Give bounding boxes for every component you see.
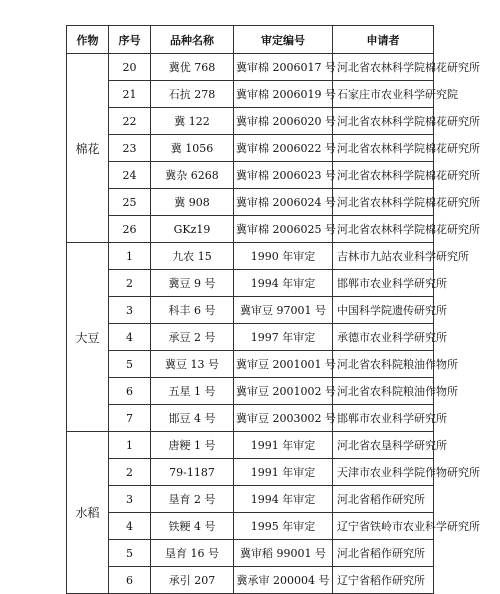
seq-cell: 1	[109, 432, 151, 459]
applicant-cell: 石家庄市农业科学研究院	[333, 81, 434, 108]
applicant-cell: 河北省稻作研究所	[333, 486, 434, 513]
variety-name-cell: 铁粳 4 号	[151, 513, 234, 540]
seq-cell: 4	[109, 324, 151, 351]
table-row	[67, 459, 434, 486]
seq-cell: 7	[109, 405, 151, 432]
variety-registration-page	[66, 25, 480, 594]
seq-cell: 24	[109, 162, 151, 189]
seq-cell: 2	[109, 459, 151, 486]
variety-name-cell: 垦育 2 号	[151, 486, 234, 513]
variety-name-cell: 冀豆 9 号	[151, 270, 234, 297]
approval-number-cell: 冀审棉 2006017 号	[234, 54, 333, 81]
table-row	[67, 54, 434, 81]
variety-name-cell: 冀 908	[151, 189, 234, 216]
table-row	[67, 81, 434, 108]
approval-number-cell: 1994 年审定	[234, 486, 333, 513]
approval-number-cell: 1995 年审定	[234, 513, 333, 540]
approval-number-cell: 1990 年审定	[234, 243, 333, 270]
crop-cell: 棉花	[67, 54, 109, 243]
approval-number-cell: 冀审棉 2006025 号	[234, 216, 333, 243]
table-body	[67, 54, 480, 594]
applicant-cell: 河北省农林科学院棉花研究所	[333, 162, 434, 189]
approval-number-cell: 1997 年审定	[234, 324, 333, 351]
applicant-cell: 河北省农科院粮油作物所	[333, 351, 434, 378]
seq-cell: 3	[109, 486, 151, 513]
variety-name-cell: 唐粳 1 号	[151, 432, 234, 459]
seq-cell: 25	[109, 189, 151, 216]
table-row	[67, 378, 434, 405]
seq-cell: 23	[109, 135, 151, 162]
variety-name-cell: 冀杂 6268	[151, 162, 234, 189]
table-row	[67, 351, 434, 378]
applicant-cell: 河北省农林科学院棉花研究所	[333, 108, 434, 135]
seq-cell: 6	[109, 378, 151, 405]
variety-name-cell: 冀优 768	[151, 54, 234, 81]
applicant-cell: 河北省农林科学院棉花研究所	[333, 54, 434, 81]
table-row	[67, 216, 434, 243]
table-header-row	[67, 26, 434, 54]
seq-cell: 22	[109, 108, 151, 135]
seq-cell: 2	[109, 270, 151, 297]
applicant-cell: 河北省农林科学院棉花研究所	[333, 135, 434, 162]
applicant-cell: 邯郸市农业科学研究所	[333, 405, 434, 432]
crop-cell: 大豆	[67, 243, 109, 432]
variety-name-cell: 邯豆 4 号	[151, 405, 234, 432]
header-variety-name: 品种名称	[151, 26, 234, 54]
table-row	[67, 162, 434, 189]
table-row	[67, 513, 434, 540]
applicant-cell: 河北省农林科学院棉花研究所	[333, 189, 434, 216]
variety-name-cell: 九农 15	[151, 243, 234, 270]
table-row	[67, 270, 434, 297]
approval-number-cell: 1991 年审定	[234, 432, 333, 459]
header-crop: 作物	[67, 26, 109, 54]
table-row	[67, 405, 434, 432]
approval-number-cell: 冀审稻 99001 号	[234, 540, 333, 567]
seq-cell: 5	[109, 351, 151, 378]
applicant-cell: 邯郸市农业科学研究所	[333, 270, 434, 297]
applicant-cell: 河北省农林科学院棉花研究所	[333, 216, 434, 243]
applicant-cell: 承德市农业科学研究所	[333, 324, 434, 351]
variety-name-cell: 冀 122	[151, 108, 234, 135]
approval-number-cell: 冀审豆 2001002 号	[234, 378, 333, 405]
approval-number-cell: 冀审棉 2006022 号	[234, 135, 333, 162]
variety-name-cell: 垦育 16 号	[151, 540, 234, 567]
crop-cell: 水稻	[67, 432, 109, 594]
approval-number-cell: 1994 年审定	[234, 270, 333, 297]
applicant-cell: 吉林市九站农业科学研究所	[333, 243, 434, 270]
seq-cell: 1	[109, 243, 151, 270]
variety-name-cell: 石抗 278	[151, 81, 234, 108]
approval-number-cell: 1991 年审定	[234, 459, 333, 486]
seq-cell: 4	[109, 513, 151, 540]
variety-name-cell: 承豆 2 号	[151, 324, 234, 351]
variety-name-cell: 五星 1 号	[151, 378, 234, 405]
approval-number-cell: 冀审豆 2003002 号	[234, 405, 333, 432]
table-row	[67, 108, 434, 135]
approval-number-cell: 冀审豆 2001001 号	[234, 351, 333, 378]
table-row	[67, 324, 434, 351]
applicant-cell: 河北省农科院粮油作物所	[333, 378, 434, 405]
applicant-cell: 中国科学院遗传研究所	[333, 297, 434, 324]
table-row	[67, 297, 434, 324]
applicant-cell: 河北省农垦科学研究所	[333, 432, 434, 459]
table-row	[67, 135, 434, 162]
seq-cell: 26	[109, 216, 151, 243]
seq-cell: 6	[109, 567, 151, 594]
seq-cell: 20	[109, 54, 151, 81]
table-row	[67, 567, 434, 594]
table-row	[67, 486, 434, 513]
seq-cell: 5	[109, 540, 151, 567]
approval-number-cell: 冀审棉 2006024 号	[234, 189, 333, 216]
seq-cell: 21	[109, 81, 151, 108]
crop-variety-table	[66, 25, 480, 594]
applicant-cell: 天津市农业科学院作物研究所	[333, 459, 434, 486]
variety-name-cell: 承引 207	[151, 567, 234, 594]
table-row	[67, 243, 434, 270]
variety-name-cell: 79-1187	[151, 459, 234, 486]
table-row	[67, 432, 434, 459]
applicant-cell: 河北省稻作研究所	[333, 540, 434, 567]
header-approval-number: 审定编号	[234, 26, 333, 54]
applicant-cell: 辽宁省稻作研究所	[333, 567, 434, 594]
variety-name-cell: 冀 1056	[151, 135, 234, 162]
approval-number-cell: 冀审棉 2006023 号	[234, 162, 333, 189]
header-applicant: 申请者	[333, 26, 434, 54]
approval-number-cell: 冀承审 200004 号	[234, 567, 333, 594]
approval-number-cell: 冀审豆 97001 号	[234, 297, 333, 324]
approval-number-cell: 冀审棉 2006020 号	[234, 108, 333, 135]
approval-number-cell: 冀审棉 2006019 号	[234, 81, 333, 108]
variety-name-cell: 冀豆 13 号	[151, 351, 234, 378]
applicant-cell: 辽宁省铁岭市农业科学研究所	[333, 513, 434, 540]
seq-cell: 3	[109, 297, 151, 324]
table-row	[67, 540, 434, 567]
variety-name-cell: GKz19	[151, 216, 234, 243]
header-seq: 序号	[109, 26, 151, 54]
table-row	[67, 189, 434, 216]
variety-name-cell: 科丰 6 号	[151, 297, 234, 324]
